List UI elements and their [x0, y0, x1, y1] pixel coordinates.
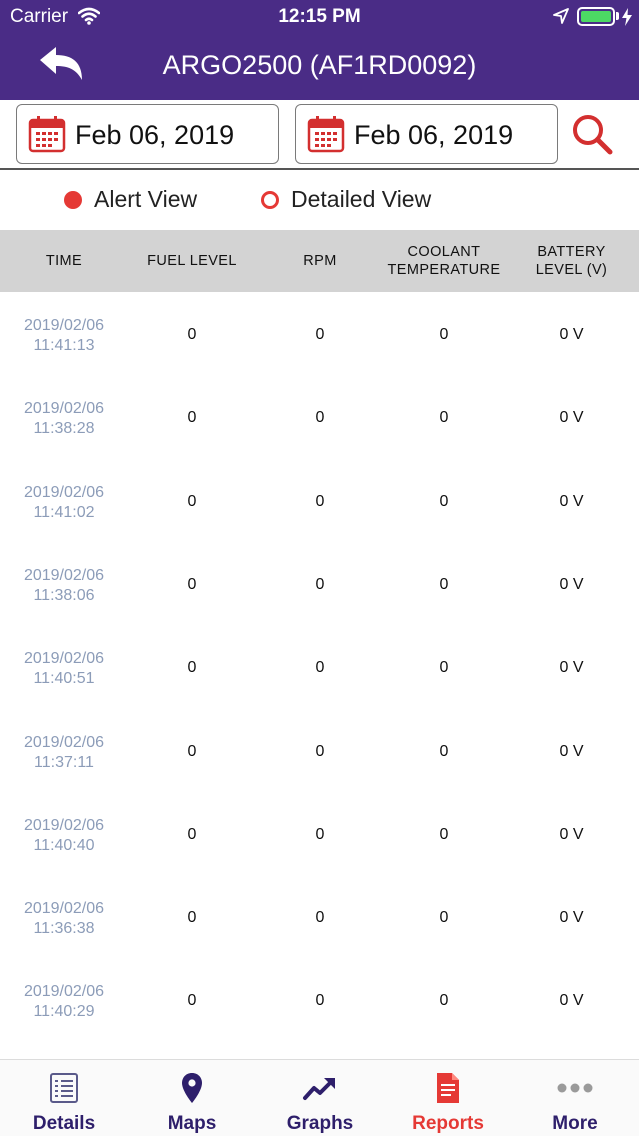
cell-rpm: 0	[315, 492, 325, 510]
tab-reports[interactable]	[384, 1060, 512, 1136]
table-row[interactable]	[0, 792, 639, 875]
battery-fill	[581, 11, 611, 22]
tab-maps-label: Maps	[167, 1113, 217, 1134]
cell-date-text: 2019/02/06	[23, 900, 105, 918]
table-header	[0, 230, 639, 292]
tab-graphs-label: Graphs	[286, 1113, 354, 1134]
status-bar	[0, 0, 639, 34]
cell-time	[0, 816, 128, 856]
cell-rpm: 0	[315, 742, 325, 760]
cell-date-text: 2019/02/06	[23, 317, 105, 334]
cell-battery: 0 V	[559, 825, 584, 843]
table-row[interactable]	[0, 709, 639, 792]
cell-fuel: 0	[187, 492, 197, 510]
tab-details[interactable]	[0, 1060, 128, 1136]
cell-date-text: 2019/02/06	[23, 816, 105, 834]
from-date-picker[interactable]	[16, 104, 279, 164]
nav-header	[0, 0, 639, 100]
cell-rpm: 0	[315, 326, 325, 343]
cell-time	[0, 899, 128, 939]
from-date-value: Feb 06, 2019	[75, 120, 235, 150]
cell-battery: 0 V	[559, 909, 584, 927]
tab-reports-label: Reports	[412, 1113, 484, 1134]
battery-icon	[577, 7, 615, 26]
cell-battery: 0 V	[559, 659, 584, 677]
table-row[interactable]	[0, 292, 639, 375]
col-header-time-label: TIME	[45, 253, 83, 269]
cell-time	[0, 399, 128, 439]
cell-date-text: 2019/02/06	[23, 733, 105, 751]
cell-time	[0, 566, 128, 606]
to-date-value: Feb 06, 2019	[354, 120, 514, 150]
bottom-tab-bar	[0, 1059, 639, 1136]
detailed-view-label: Detailed View	[291, 186, 432, 212]
cell-time-text: 11:36:38	[33, 920, 95, 938]
cell-time	[0, 982, 128, 1022]
cell-battery: 0 V	[559, 575, 584, 593]
cell-time-text: 11:38:28	[33, 420, 95, 438]
cell-time	[0, 733, 128, 773]
search-icon	[570, 112, 614, 156]
cell-date-text: 2019/02/06	[23, 400, 105, 418]
cell-coolant: 0	[439, 992, 449, 1010]
map-pin-icon	[128, 1072, 256, 1106]
cell-fuel: 0	[187, 409, 197, 427]
document-icon	[384, 1072, 512, 1106]
cell-time-text: 11:41:02	[33, 503, 95, 521]
col-header-battery-label	[536, 243, 608, 279]
cell-coolant: 0	[439, 909, 449, 927]
page-title: ARGO2500 (AF1RD0092)	[162, 50, 477, 80]
cell-rpm: 0	[315, 409, 325, 427]
cell-time-text: 11:40:51	[33, 670, 95, 688]
carrier-label: Carrier	[10, 6, 69, 27]
list-icon	[0, 1072, 128, 1106]
cell-rpm: 0	[315, 992, 325, 1010]
cell-fuel: 0	[187, 909, 197, 927]
cell-rpm: 0	[315, 659, 325, 677]
calendar-icon	[28, 115, 66, 158]
col-header-coolant	[384, 230, 504, 292]
tab-details-label: Details	[32, 1113, 96, 1134]
col-header-battery-line2: LEVEL (V)	[535, 262, 608, 278]
alert-view-label: Alert View	[94, 186, 198, 212]
cell-battery: 0 V	[559, 492, 584, 510]
cell-rpm: 0	[315, 575, 325, 593]
table-row[interactable]	[0, 542, 639, 625]
col-header-battery-line1: BATTERY	[537, 244, 606, 260]
col-header-coolant-line2: TEMPERATURE	[387, 262, 501, 278]
cell-date-text: 2019/02/06	[23, 650, 105, 668]
cell-time-text: 11:37:11	[34, 753, 94, 771]
cell-time	[0, 316, 128, 356]
radio-selected-icon	[64, 191, 82, 209]
col-header-fuel-label: FUEL LEVEL	[147, 253, 237, 269]
trend-up-icon	[256, 1072, 384, 1106]
cell-coolant: 0	[439, 492, 449, 510]
cell-fuel: 0	[187, 659, 197, 677]
radio-unselected-icon	[261, 191, 279, 209]
battery-tip	[616, 12, 619, 20]
tab-maps[interactable]	[128, 1060, 256, 1136]
tab-more-label: More	[552, 1113, 598, 1134]
tab-more[interactable]	[511, 1060, 639, 1136]
col-header-rpm-label: RPM	[303, 253, 337, 269]
cell-rpm: 0	[315, 909, 325, 927]
search-button[interactable]	[570, 112, 614, 156]
col-header-coolant-line1: COOLANT	[407, 244, 481, 260]
col-header-coolant-label	[388, 243, 501, 279]
table-row[interactable]	[0, 875, 639, 958]
cell-time	[0, 649, 128, 689]
cell-battery: 0 V	[559, 326, 584, 343]
charging-bolt-icon	[622, 8, 632, 31]
cell-battery: 0 V	[559, 742, 584, 760]
table-row[interactable]	[0, 375, 639, 458]
cell-time-text: 11:40:40	[33, 836, 95, 854]
col-header-time	[0, 230, 128, 292]
cell-coolant: 0	[439, 326, 449, 343]
cell-battery: 0 V	[559, 992, 584, 1010]
cell-time-text: 11:40:29	[33, 1003, 95, 1021]
cell-date-text: 2019/02/06	[23, 983, 105, 1001]
col-header-rpm	[256, 230, 384, 292]
cell-fuel: 0	[187, 825, 197, 843]
cell-date-text: 2019/02/06	[23, 483, 105, 501]
cell-fuel: 0	[187, 742, 197, 760]
cell-coolant: 0	[439, 742, 449, 760]
cell-time	[0, 483, 128, 523]
cell-rpm: 0	[315, 825, 325, 843]
cell-fuel: 0	[187, 575, 197, 593]
more-dots-icon	[511, 1072, 639, 1106]
cell-coolant: 0	[439, 409, 449, 427]
cell-fuel: 0	[187, 992, 197, 1010]
cell-fuel: 0	[187, 326, 197, 343]
cell-battery: 0 V	[559, 409, 584, 427]
cell-coolant: 0	[439, 575, 449, 593]
view-toggle	[0, 172, 639, 230]
calendar-icon	[307, 115, 345, 158]
location-arrow-icon	[553, 8, 569, 29]
clock: 12:15 PM	[278, 6, 361, 27]
table-row[interactable]	[0, 625, 639, 708]
tab-graphs[interactable]	[256, 1060, 384, 1136]
table-row[interactable]	[0, 958, 639, 1041]
date-filter-bar	[0, 100, 639, 170]
cell-time-text: 11:41:13	[33, 337, 95, 354]
table-row[interactable]	[0, 459, 639, 542]
cell-coolant: 0	[439, 825, 449, 843]
cell-date-text: 2019/02/06	[23, 566, 105, 584]
cell-time-text: 11:38:06	[33, 586, 95, 604]
col-header-fuel	[128, 230, 256, 292]
cell-coolant: 0	[439, 659, 449, 677]
col-header-battery	[504, 230, 639, 292]
to-date-picker[interactable]	[295, 104, 558, 164]
